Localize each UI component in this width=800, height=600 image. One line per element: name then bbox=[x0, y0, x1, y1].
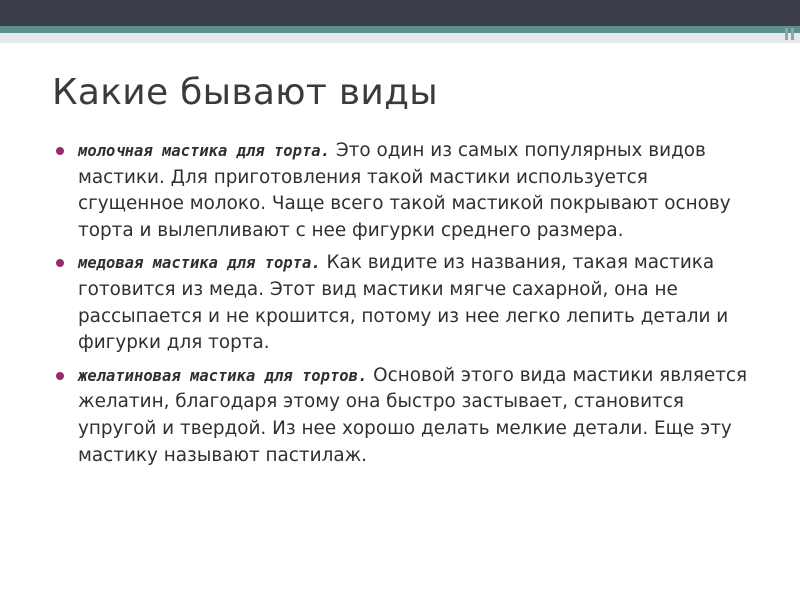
bullet-text: Основой этого вида мастики является желатин, благодаря этому она быстро застывает, становится упругой и твердой. Из нее хорошо делать мелкие детали. Еще эту мастику называют пастилаж. bbox=[78, 364, 748, 466]
bullet-dot-icon bbox=[56, 372, 64, 380]
corner-decoration bbox=[785, 28, 794, 40]
bullet-text: Как видите из названия, такая мастика готовится из меда. Этот вид мастики мягче сахарной, она не рассыпается и не крошится, потому из нее легко лепить детали и фигурки для торта. bbox=[78, 252, 729, 354]
bullet-item bbox=[56, 363, 756, 469]
slide-title: Какие бывают виды bbox=[52, 72, 439, 113]
corner-mark bbox=[785, 28, 788, 40]
bullet-item bbox=[56, 250, 756, 356]
bullet-item bbox=[56, 138, 756, 244]
header-band-light bbox=[0, 33, 800, 43]
bullet-term: молочная мастика для торта. bbox=[78, 142, 330, 160]
bullet-term: желатиновая мастика для тортов. bbox=[78, 366, 368, 385]
header-band-dark bbox=[0, 0, 800, 26]
corner-mark bbox=[791, 28, 794, 40]
bullet-list bbox=[56, 138, 756, 475]
header-band-teal bbox=[0, 26, 800, 33]
bullet-dot-icon bbox=[56, 147, 64, 155]
bullet-term: медовая мастика для торта. bbox=[78, 254, 321, 273]
bullet-text: Это один из самых популярных видов мастики. Для приготовления такой мастики используется сгущенное молоко. Чаще всего такой мастикой покрывают основу торта и вылепливают с нее фигурки среднего размера. bbox=[78, 140, 731, 241]
bullet-dot-icon bbox=[56, 259, 64, 267]
